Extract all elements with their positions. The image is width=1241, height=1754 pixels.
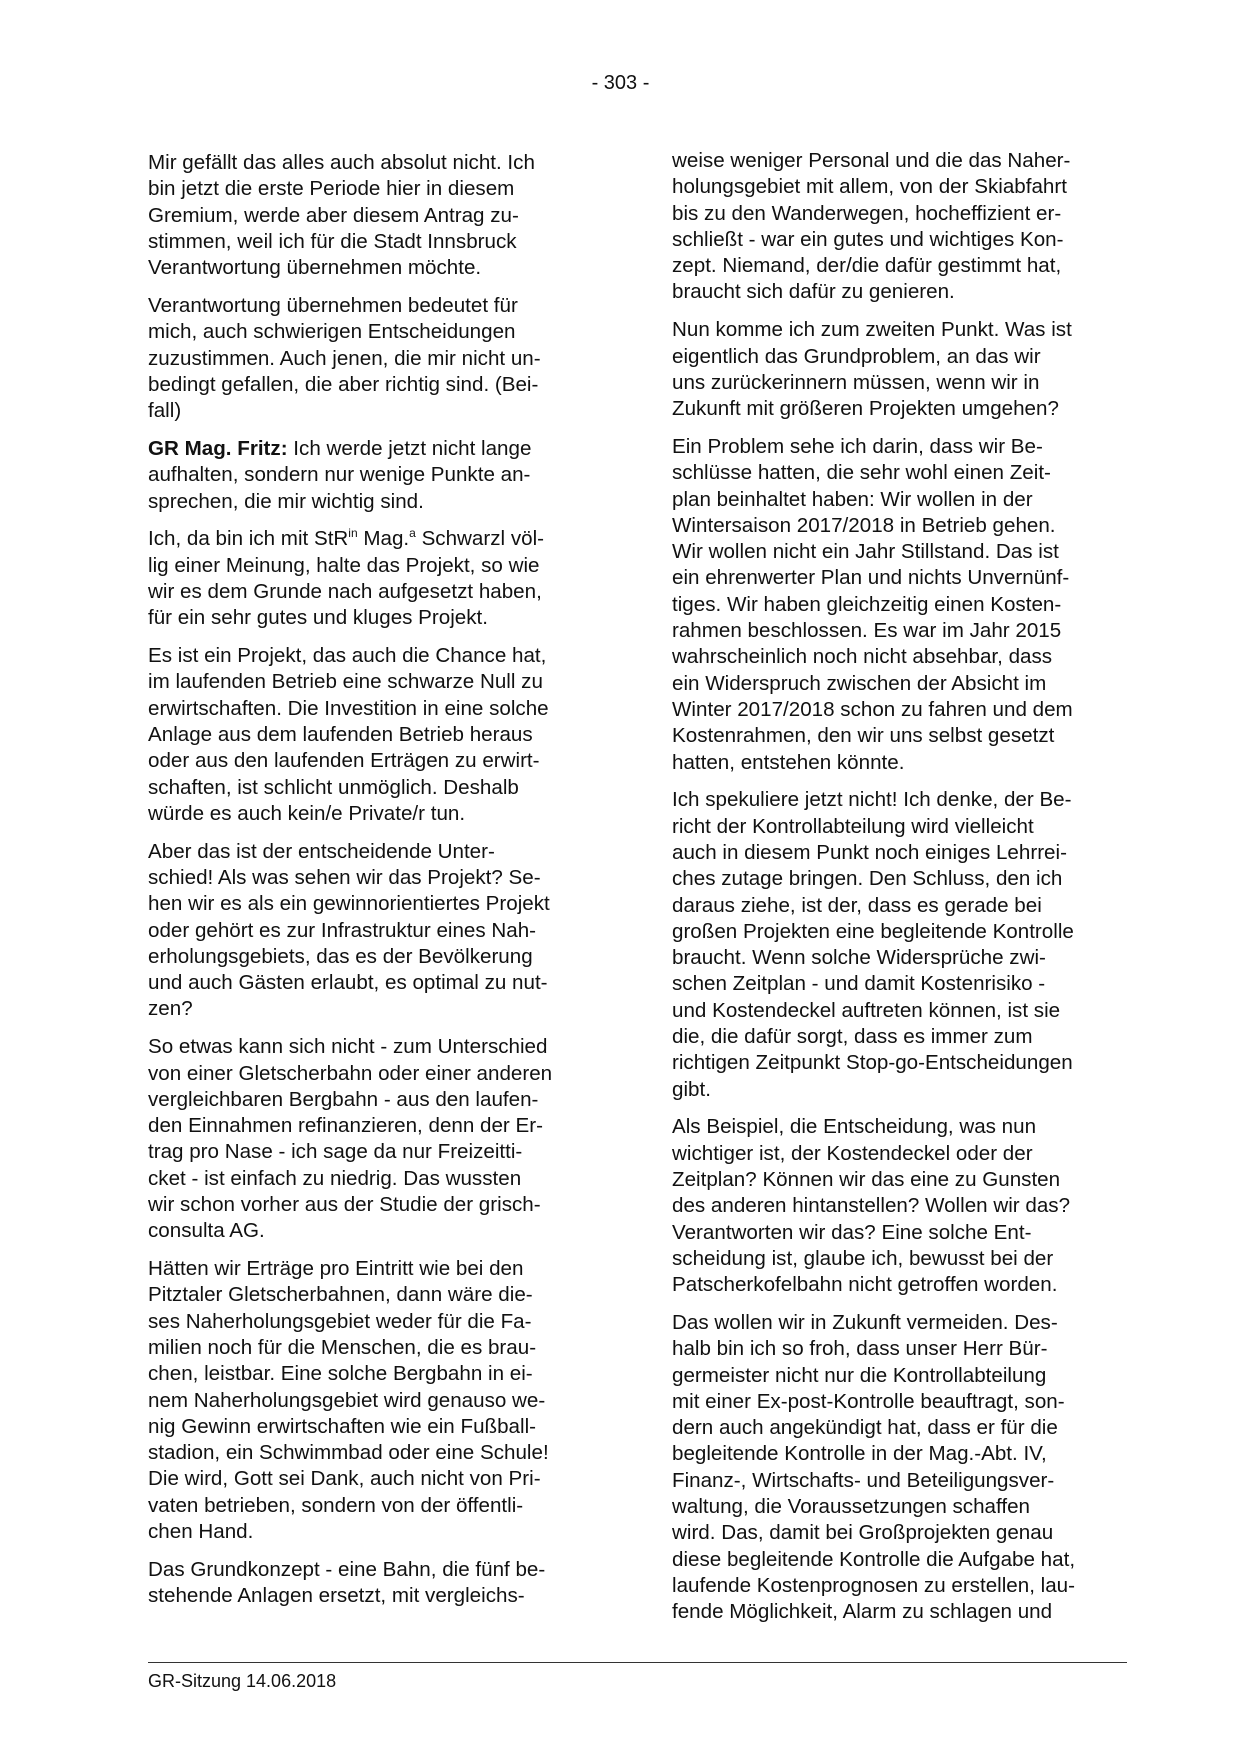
text-line: ein ehrenwerter Plan und nichts Unvernünf- (672, 566, 1070, 590)
text-line: fall) (148, 399, 182, 423)
text-line: Wintersaison 2017/2018 in Betrieb gehen. (672, 513, 1056, 537)
text-line: rahmen beschlossen. Es war im Jahr 2015 (672, 619, 1062, 643)
text-line: und auch Gästen erlaubt, es optimal zu nut- (148, 971, 548, 995)
paragraph (148, 1034, 606, 1244)
paragraph-rest (148, 553, 606, 632)
text-line: auch in diesem Punkt noch einiges Lehrrei- (672, 840, 1067, 864)
paragraph (672, 787, 1130, 1103)
text-line: wahrscheinlich noch nicht absehbar, dass (672, 645, 1053, 669)
text-line: nem Naherholungsgebiet wird genauso we- (148, 1388, 546, 1412)
text-line: würde es auch kein/e Private/r tun. (148, 801, 466, 825)
text-line: im laufenden Betrieb eine schwarze Null zu (148, 670, 543, 694)
text-line: gibt. (672, 1077, 711, 1101)
text-line: milien noch für die Menschen, die es brau- (148, 1335, 537, 1359)
paragraph (672, 434, 1130, 776)
right-column (672, 148, 1130, 1637)
text-line: ein Widerspruch zwischen der Absicht im (672, 671, 1047, 695)
text-line: Nun komme ich zum zweiten Punkt. Was ist (672, 318, 1072, 342)
text-line: oder aus den laufenden Erträgen zu erwirt- (148, 749, 540, 773)
text-line: Das Grundkonzept - eine Bahn, die fünf be- (148, 1557, 546, 1581)
text-line: den Einnahmen refinanzieren, denn der Er- (148, 1114, 543, 1138)
text-line: Hätten wir Erträge pro Eintritt wie bei den (148, 1257, 524, 1281)
text-line: zuzustimmen. Auch jenen, die mir nicht un- (148, 346, 541, 370)
text-line: Gremium, werde aber diesem Antrag zu- (148, 203, 519, 227)
footer-session-date: GR-Sitzung 14.06.2018 (148, 1671, 337, 1691)
line: Ich werde jetzt nicht lange (287, 436, 532, 460)
text-line: schlüsse hatten, die sehr wohl einen Zeit- (672, 461, 1051, 485)
text-line: zept. Niemand, der/die dafür gestimmt hat, (672, 254, 1062, 278)
paragraph (148, 293, 606, 424)
text-line: die, die dafür sorgt, dass es immer zum (672, 1025, 1033, 1048)
text-line: So etwas kann sich nicht - zum Unterschied (148, 1035, 548, 1059)
text-line: zen? (148, 997, 193, 1021)
paragraph (672, 1114, 1130, 1298)
text-line: uns zurückerinnern müssen, wenn wir in (672, 370, 1040, 394)
text-line: Winter 2017/2018 schon zu fahren und dem (672, 697, 1073, 721)
text-line: mit einer Ex-post-Kontrolle beauftragt, son- (672, 1389, 1065, 1413)
text-line: ches zutage bringen. Den Schluss, den ich (672, 867, 1063, 891)
text-line: bin jetzt die erste Periode hier in diesem (148, 177, 515, 201)
text-line: des anderen hintanstellen? Wollen wir das? (672, 1194, 1071, 1218)
text-line: Zeitplan? Können wir das eine zu Gunsten (672, 1167, 1061, 1191)
text-line: Zukunft mit größeren Projekten umgehen? (672, 397, 1059, 421)
text-line: ses Naherholungsgebiet weder für die Fa- (148, 1309, 532, 1333)
text-line: mich, auch schwierigen Entscheidungen (148, 320, 516, 344)
text-line: und Kostendeckel auftreten können, ist sie (672, 998, 1061, 1022)
text-line: Verantwortung übernehmen möchte. (148, 256, 482, 280)
text-line: schaften, ist schlicht unmöglich. Deshalb (148, 775, 519, 799)
text-line: Kostenrahmen, den wir uns selbst gesetzt (672, 724, 1055, 748)
text-line: halb bin ich so froh, dass unser Herr Bür- (672, 1337, 1048, 1361)
text-line: stehende Anlagen ersetzt, mit vergleichs- (148, 1584, 525, 1608)
text-line: schließt - war ein gutes und wichtiges Kon- (672, 227, 1064, 251)
text-line: großen Projekten eine begleitende Kontrolle (672, 919, 1074, 943)
text-line: germeister nicht nur die Kontrollabteilung (672, 1363, 1047, 1387)
text-line: oder gehört es zur Infrastruktur eines Nah- (148, 918, 537, 942)
text-line: Als Beispiel, die Entscheidung, was nun (672, 1115, 1037, 1139)
text-line: aufhalten, sondern nur wenige Punkte an- (148, 463, 531, 487)
paragraph (148, 643, 606, 827)
text-line: Es ist ein Projekt, das auch die Chance hat, (148, 644, 547, 668)
paragraph-first-line (148, 436, 606, 462)
footer-divider (148, 1662, 1127, 1663)
line-part: Ich, da bin ich mit StR (148, 527, 349, 551)
text-line: Das wollen wir in Zukunft vermeiden. Des- (672, 1310, 1058, 1334)
text-line: Anlage aus dem laufenden Betrieb heraus (148, 722, 533, 746)
text-line: waltung, die Voraussetzungen schaffen (672, 1495, 1030, 1519)
text-line: von einer Gletscherbahn oder einer anderen (148, 1061, 553, 1085)
text-line: Verantworten wir das? Eine solche Ent- (672, 1220, 1032, 1244)
text-line: Verantwortung übernehmen bedeutet für (148, 293, 518, 317)
text-line: begleitende Kontrolle in der Mag.-Abt. IV, (672, 1442, 1047, 1466)
paragraph-first-line (148, 526, 606, 552)
paragraph (148, 526, 606, 631)
text-line: weise weniger Personal und die das Naher- (672, 149, 1071, 172)
text-line: plan beinhaltet haben: Wir wollen in der (672, 487, 1033, 511)
text-line: richtigen Zeitpunkt Stop-go-Entscheidungen (672, 1051, 1073, 1075)
text-line: braucht sich dafür zu genieren. (672, 280, 955, 304)
text-line: stimmen, weil ich für die Stadt Innsbruck (148, 229, 517, 253)
text-line: sprechen, die mir wichtig sind. (148, 489, 424, 513)
text-line: vergleichbaren Bergbahn - aus den laufen- (148, 1087, 539, 1111)
text-line: erholungsgebiets, das es der Bevölkerung (148, 944, 533, 968)
text-line: dern auch angekündigt hat, dass er für die (672, 1416, 1058, 1440)
text-line: Pitztaler Gletscherbahnen, dann wäre die- (148, 1283, 533, 1307)
page-number: - 303 - (591, 72, 650, 94)
text-line: stadion, ein Schwimmbad oder eine Schule! (148, 1441, 549, 1465)
paragraph (148, 1557, 606, 1610)
line-part: Schwarzl völ- (415, 527, 545, 551)
text-line: nig Gewinn erwirtschaften wie ein Fußball- (148, 1414, 537, 1438)
text-line: vaten betrieben, sondern von der öffentli- (148, 1493, 524, 1517)
text-line: laufende Kostenprognosen zu erstellen, lau- (672, 1573, 1075, 1597)
text-line: diese begleitende Kontrolle die Aufgabe hat, (672, 1547, 1076, 1571)
text-line: Patscherkofelbahn nicht getroffen worden. (672, 1273, 1058, 1297)
text-line: trag pro Nase - ich sage da nur Freizeitti- (148, 1140, 523, 1164)
text-line: daraus ziehe, ist der, dass es gerade bei (672, 893, 1042, 917)
paragraph (672, 148, 1130, 306)
text-line: hatten, entstehen könnte. (672, 750, 905, 774)
text-line: eigentlich das Grundproblem, an das wir (672, 344, 1041, 368)
text-line: erwirtschaften. Die Investition in eine solche (148, 696, 549, 720)
paragraph (148, 1256, 606, 1545)
text-line: wird. Das, damit bei Großprojekten genau (672, 1521, 1054, 1545)
text-line: holungsgebiet mit allem, von der Skiabfahrt (672, 175, 1067, 199)
text-line: consulta AG. (148, 1219, 265, 1243)
paragraph-rest (148, 462, 606, 515)
text-line: wir es dem Grunde nach aufgesetzt haben, (148, 579, 542, 603)
text-line: hen wir es als ein gewinnorientiertes Projekt (148, 892, 550, 916)
text-line: Wir wollen nicht ein Jahr Stillstand. Das ist (672, 540, 1059, 564)
text-line: chen Hand. (148, 1520, 254, 1544)
text-line: schied! Als was sehen wir das Projekt? Se- (148, 865, 541, 889)
paragraph (148, 150, 606, 281)
text-line: richt der Kontrollabteilung wird vielleicht (672, 814, 1034, 838)
superscript: in (348, 526, 358, 541)
text-line: Ich spekuliere jetzt nicht! Ich denke, der Be- (672, 788, 1072, 812)
speaker-name: GR Mag. Fritz: (148, 436, 288, 460)
paragraph (148, 436, 606, 515)
text-line: braucht. Wenn solche Widersprüche zwi- (672, 946, 1046, 970)
text-line: bis zu den Wanderwegen, hocheffizient er- (672, 201, 1062, 225)
text-line: chen, leistbar. Eine solche Bergbahn in ei- (148, 1362, 533, 1386)
text-line: schen Zeitplan - und damit Kostenrisiko - (672, 972, 1046, 996)
text-line: wichtiger ist, der Kostendeckel oder der (672, 1141, 1033, 1165)
text-line: Ein Problem sehe ich darin, dass wir Be- (672, 434, 1043, 458)
text-line: lig einer Meinung, halte das Projekt, so wie (148, 553, 540, 577)
text-line: tiges. Wir haben gleichzeitig einen Kosten- (672, 592, 1062, 616)
superscript: a (409, 526, 416, 541)
text-line: wir schon vorher aus der Studie der grisch- (148, 1192, 541, 1216)
left-column (148, 150, 606, 1621)
text-line: Mir gefällt das alles auch absolut nicht. Ich (148, 151, 535, 174)
paragraph (672, 1310, 1130, 1626)
paragraph (672, 317, 1130, 422)
line-part: Mag. (357, 527, 410, 551)
paragraph (148, 839, 606, 1023)
text-line: cket - ist einfach zu niedrig. Das wussten (148, 1166, 522, 1190)
text-line: fende Möglichkeit, Alarm zu schlagen und (672, 1600, 1053, 1624)
text-line: Die wird, Gott sei Dank, auch nicht von Pri- (148, 1467, 541, 1491)
text-line: für ein sehr gutes und kluges Projekt. (148, 606, 488, 630)
text-line: scheidung ist, glaube ich, bewusst bei der (672, 1246, 1054, 1270)
text-line: Aber das ist der entscheidende Unter- (148, 839, 495, 863)
text-line: Finanz-, Wirtschafts- und Beteiligungsver- (672, 1468, 1055, 1492)
text-line: bedingt gefallen, die aber richtig sind. (Bei- (148, 372, 539, 396)
